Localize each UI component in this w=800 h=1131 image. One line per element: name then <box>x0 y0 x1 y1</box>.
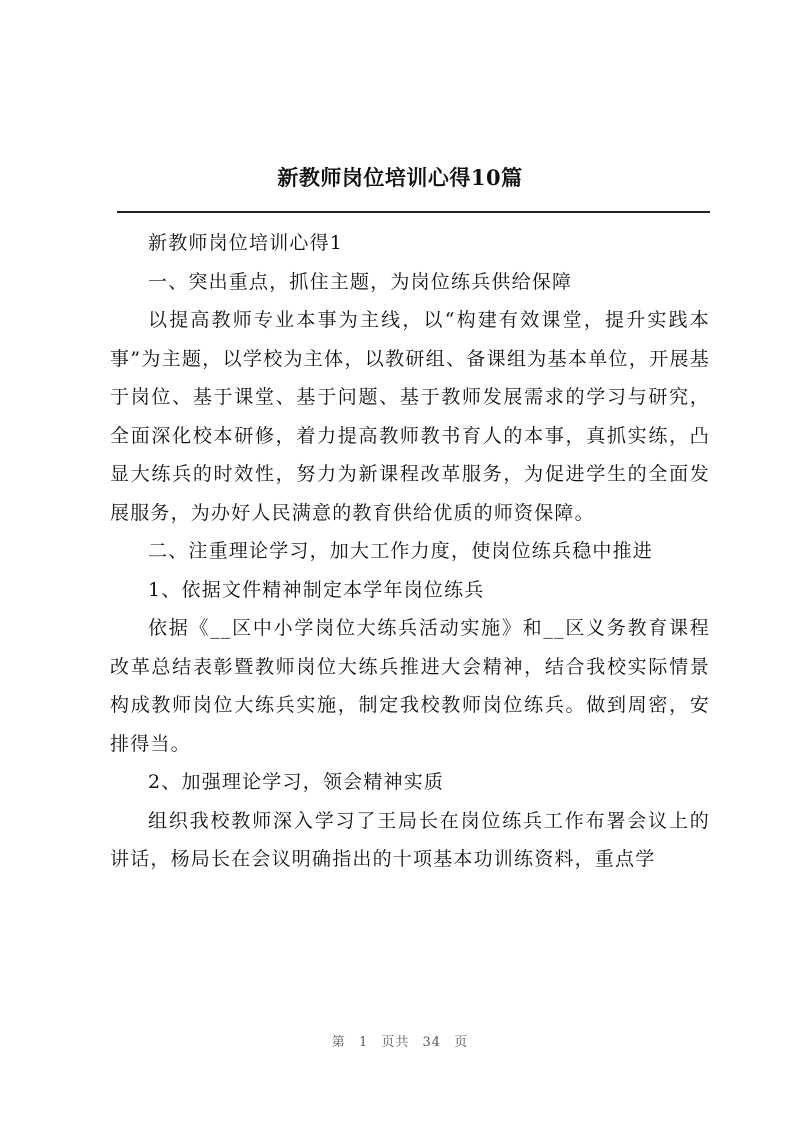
page-label-middle: 页共 <box>381 1035 410 1050</box>
paragraph-section-1: 一、突出重点，抓住主题，为岗位练兵供给保障 <box>148 270 573 293</box>
paragraph-body-1: 以提高教师专业本事为主线，以“构建有效课堂，提升实践本事”为主题，以学校为主体，以教研组、备课组为基本单位，开展基于岗位、基于课堂、基于问题、基于教师发展需求的学习与研究，全面深化校本研修，着力提高教师教书育人的本事，真抓实练，凸显大练兵的时效性，努力为新课程改革服务，为促进学生的全面发展服务，为办好人民满意的教育供给优质的师资保障。 <box>110 309 710 524</box>
current-page-number: 1 <box>358 1035 369 1050</box>
page-label-prefix: 第 <box>331 1035 346 1050</box>
title-divider <box>117 211 710 213</box>
paragraph-body-3: 组织我校教师深入学习了王局长在岗位练兵工作布署会议上的讲话，杨局长在会议明确指出的十项基本功训练资料，重点学 <box>110 809 710 870</box>
document-body <box>110 224 710 879</box>
document-title: 新教师岗位培训心得10篇 <box>277 165 523 190</box>
paragraph-body-2: 依据《__区中小学岗位大练兵活动实施》和__区义务教育课程改革总结表彰暨教师岗位大练兵推进大会精神，结合我校实际情景构成教师岗位大练兵实施，制定我校教师岗位练兵。做到周密，安排得当。 <box>110 617 710 755</box>
paragraph-subsection-1: 1、依据文件精神制定本学年岗位练兵 <box>148 578 485 601</box>
paragraph-section-2: 二、注重理论学习，加大工作力度，使岗位练兵稳中推进 <box>148 540 654 562</box>
total-page-count: 34 <box>422 1035 442 1050</box>
paragraph-heading-1: 新教师岗位培训心得1 <box>148 232 344 254</box>
page-number-footer <box>0 1031 800 1050</box>
page-label-suffix: 页 <box>454 1035 469 1050</box>
paragraph-subsection-2: 2、加强理论学习，领会精神实质 <box>148 771 445 793</box>
